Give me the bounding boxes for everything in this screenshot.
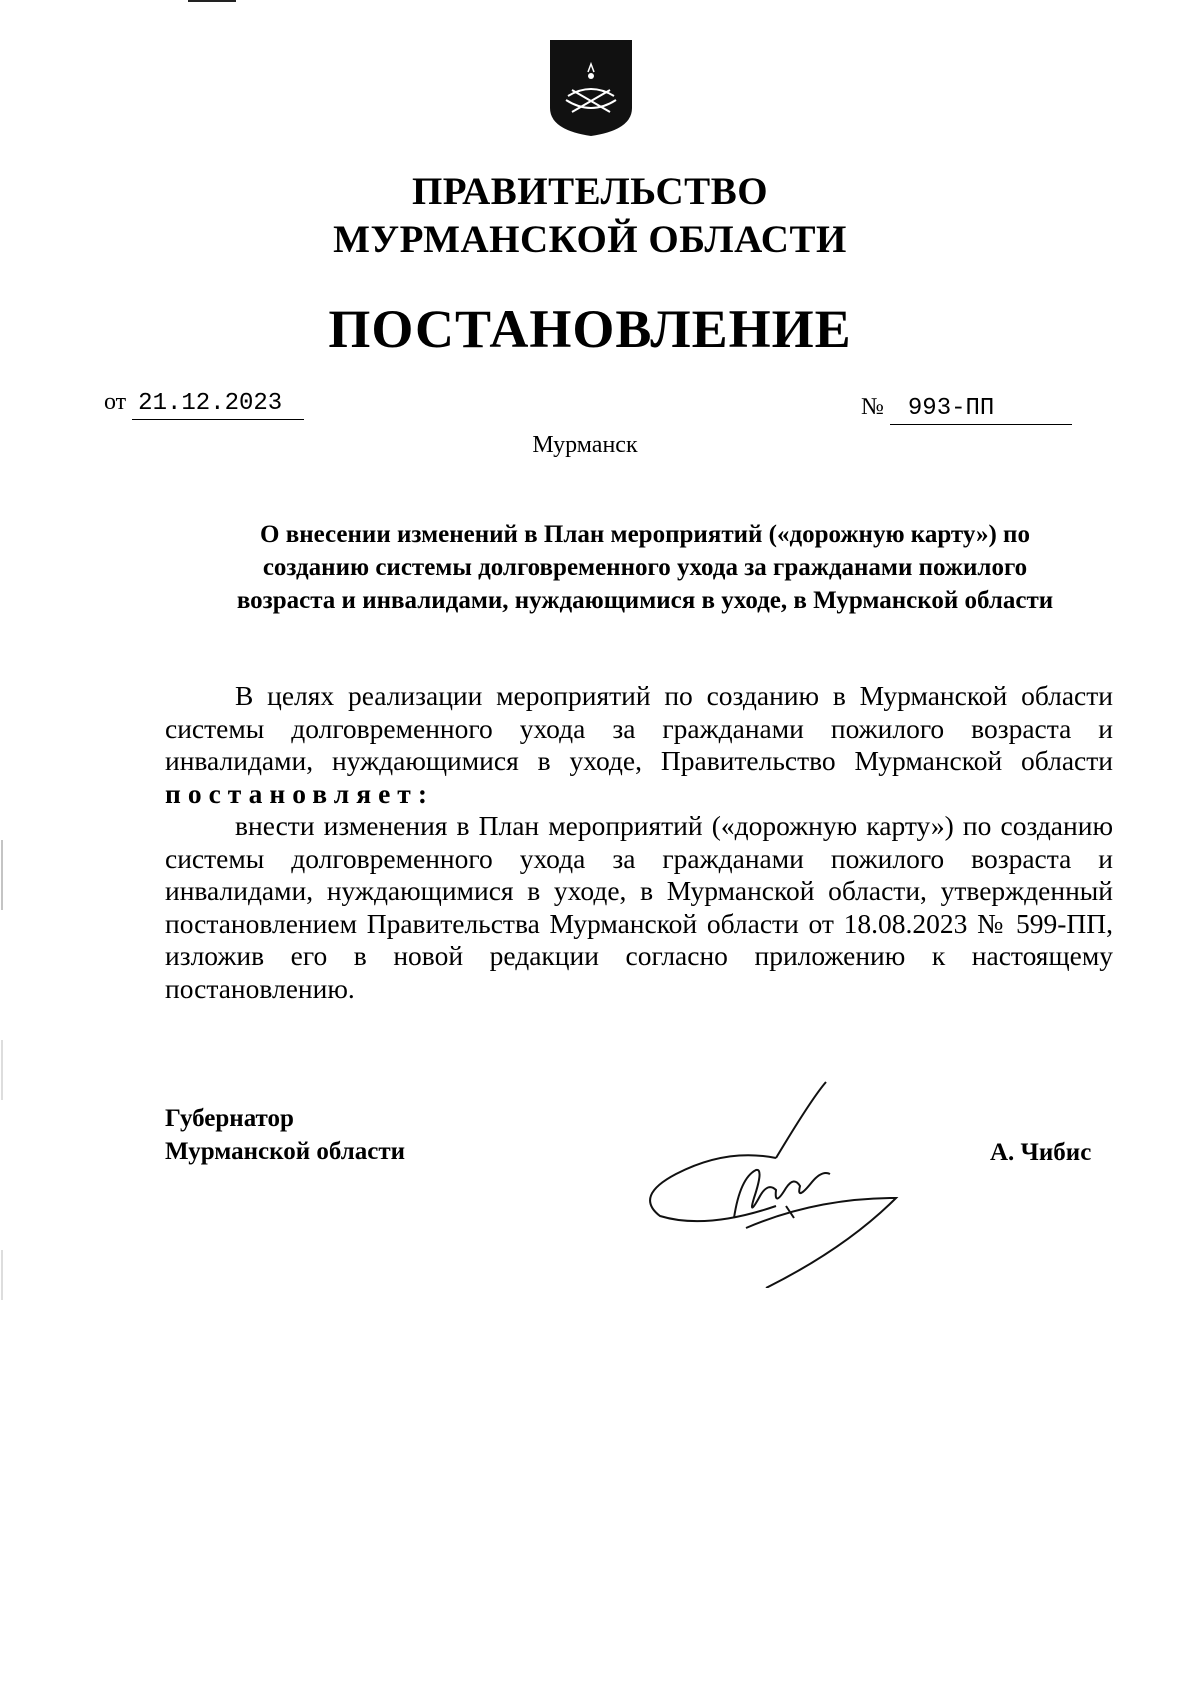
date-value: 21.12.2023 [132,389,304,420]
document-date [104,387,304,420]
signatory-title-line-2: Мурманской области [165,1138,406,1165]
document-subject [170,518,1120,617]
document-city: Мурманск [532,432,638,458]
resolves-keyword: постановляет: [165,777,434,809]
number-value: 993-ПП [890,394,1072,425]
body-paragraph-1-text: В целях реализации мероприятий по созданию в Мурманской области системы долговременного ухода за гражданами пожилого возраста и инвалидами, нуждающимися в уходе, Правительство Мурманской области [165,680,1113,776]
coat-of-arms-emblem [548,38,634,138]
issuing-authority [0,168,1180,264]
scan-artifact [188,0,236,2]
org-line-1: ПРАВИТЕЛЬСТВО [411,170,769,213]
subject-line-2: созданию системы долговременного ухода за гражданами пожилого [262,554,1028,581]
number-prefix: № [861,394,884,420]
signatory-title [165,1102,405,1168]
body-paragraph-2: внести изменения в План мероприятий («дорожную карту») по созданию системы долговременного ухода за гражданами пожилого возраста и инвалидами, нуждающимися в уходе, в Мурманской области, утвержденный постановлением Правительства Мурманской области от 18.08.2023 № 599-ПП, изложив его в новой редакции согласно приложению к настоящему постановлению. [165,810,1113,1004]
signatory-title-line-1: Губернатор [165,1105,294,1132]
signatory-name: А. Чибис [990,1139,1092,1166]
document-type-title: ПОСТАНОВЛЕНИЕ [328,299,852,359]
body-paragraph-1 [165,680,1113,810]
subject-line-1: О внесении изменений в План мероприятий («дорожную карту») по [260,521,1030,548]
document-body [165,680,1113,1005]
date-prefix: от [104,389,127,415]
subject-line-3: возраста и инвалидами, нуждающимися в уходе, в Мурманской области [236,587,1054,614]
document-number [861,392,1072,425]
org-line-2: МУРМАНСКОЙ ОБЛАСТИ [333,218,847,261]
handwritten-signature [636,1078,906,1288]
